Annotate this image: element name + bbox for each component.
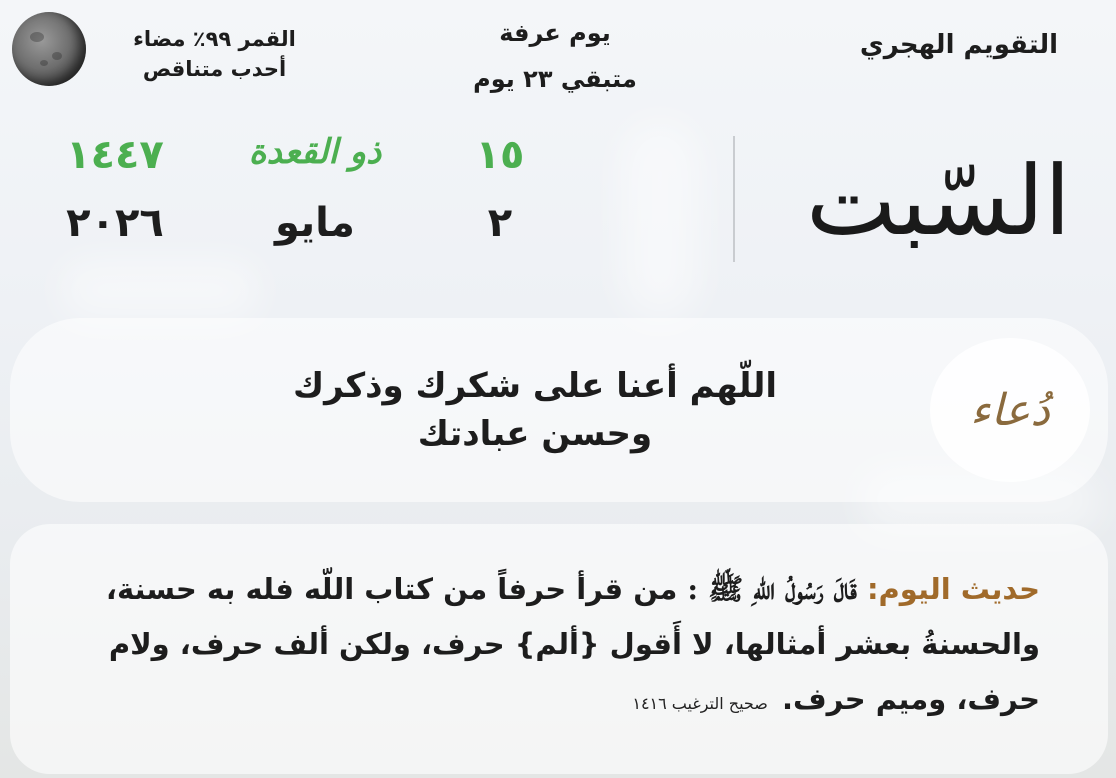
moon-illumination: القمر ٩٩٪ مضاء xyxy=(133,27,296,51)
dua-label: دُعاء xyxy=(970,384,1050,436)
occasion-name: يوم عرفة xyxy=(499,19,611,47)
header xyxy=(0,0,1116,110)
gregorian-day: ٢ xyxy=(487,200,513,246)
gregorian-date-row xyxy=(0,200,720,260)
hadith-card xyxy=(10,524,1108,774)
weekday-calligraphy: السّبت xyxy=(806,145,1071,257)
occasion-countdown: متبقي ٢٣ يوم xyxy=(473,65,637,93)
hijri-month: ذو القعدة xyxy=(248,132,382,172)
moon-icon xyxy=(12,12,86,86)
hijri-day: ١٥ xyxy=(475,132,525,178)
dua-line: وحسن عبادتك xyxy=(417,414,653,454)
moon-info xyxy=(112,24,317,84)
date-panel xyxy=(0,120,1116,290)
app-title: التقويم الهجري xyxy=(859,30,1058,60)
dua-line: اللّهم أعنا على شكرك وذكرك xyxy=(293,366,777,406)
dua-badge xyxy=(930,338,1090,482)
divider xyxy=(733,136,735,262)
hadith-source: صحيح الترغيب ١٤١٦ xyxy=(632,694,768,713)
gregorian-year: ٢٠٢٦ xyxy=(66,200,164,246)
upcoming-occasion xyxy=(430,10,680,102)
moon-phase-widget xyxy=(12,12,312,92)
hadith-body xyxy=(100,562,1040,731)
hadith-text: من قرأ حرفاً من كتاب اللّه فله به حسنة، والحسنةُ بعشر أمثالها، لا أَقول {ألم} حرف، ولكن ألف حرف، ولام حرف، وميم حرف. xyxy=(105,572,1040,716)
moon-phase-name: أحدب متناقص xyxy=(142,57,287,81)
hijri-date-row xyxy=(0,132,720,192)
dua-text xyxy=(150,362,920,458)
dua-card xyxy=(10,318,1108,502)
hadith-label: حديث اليوم: xyxy=(866,572,1040,606)
gregorian-month: مايو xyxy=(275,200,355,246)
hijri-year: ١٤٤٧ xyxy=(66,132,164,178)
hadith-speaker: قَالَ رَسُولُ اللّهِ ﷺ : xyxy=(687,572,857,606)
